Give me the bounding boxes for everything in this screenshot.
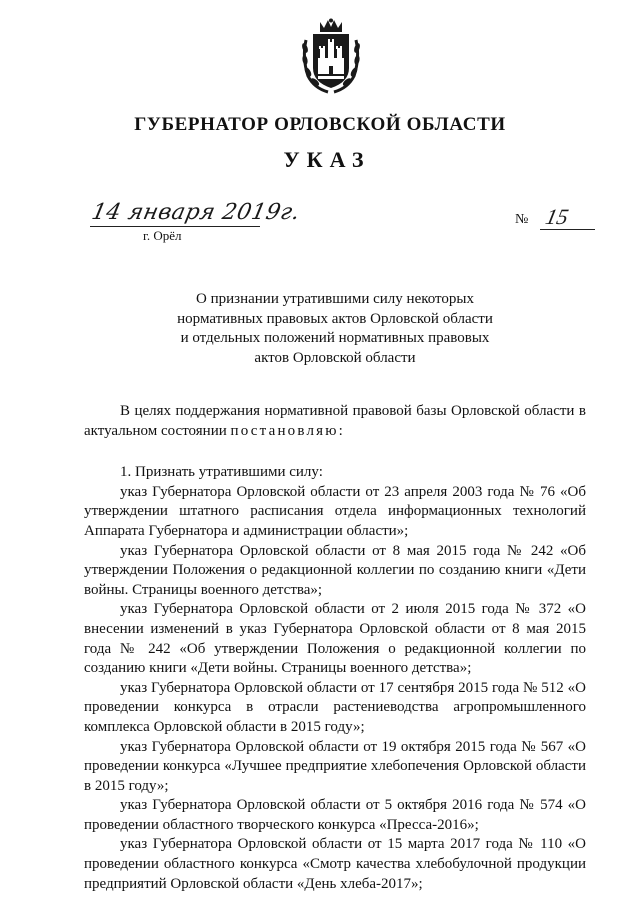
repealed-item: указ Губернатора Орловской области от 8 мая 2015 года № 242 «Об утверждении Положения о редакционной коллегии по созданию книги «Дети войны. Страницы военного детства»; (84, 542, 586, 598)
repealed-item: указ Губернатора Орловской области от 23 апреля 2003 года № 76 «Об утверждении штатного расписания отдела информационных технологий Аппарата Губернатора и администрации области»; (84, 483, 586, 539)
date-underline (90, 226, 260, 227)
title-line: нормативных правовых актов Орловской области (177, 310, 493, 327)
city-label: г. Орёл (143, 228, 182, 243)
issuer-title: ГУБЕРНАТОР ОРЛОВСКОЙ ОБЛАСТИ (134, 114, 506, 135)
title-line: актов Орловской области (254, 349, 416, 366)
title-line: О признании утратившими силу некоторых (196, 291, 474, 307)
repealed-item: указ Губернатора Орловской области от 15 марта 2017 года № 110 «О проведении областного конкурса «Смотр качества хлебобулочной продукции предприятий Орловской области «День хлеба-2017»; (84, 836, 586, 892)
decree-word: постановляю: (230, 422, 346, 439)
point-1-intro: 1. Признать утратившими силу: (120, 464, 323, 481)
repealed-item: указ Губернатора Орловской области от 2 июля 2015 года № 372 «О внесении изменений в указ Губернатора Орловской области от 8 мая 2015 года № 242 «Об утверждении Положения о редакционной коллегии по созданию книги «Дети войны. Страницы военного детства»; (84, 601, 586, 677)
handwritten-date: 14 января 2019г. (89, 200, 303, 225)
preamble-text: В целях поддержания нормативной правовой базы Орловской области в актуальном состоянии (84, 403, 586, 439)
title-line: и отдельных положений нормативных правовых (180, 330, 490, 346)
repealed-item: указ Губернатора Орловской области от 19 октября 2015 года № 567 «О проведении конкурса «Лучшее предприятие хлебопечения Орловской области в 2015 году»; (84, 738, 586, 794)
number-underline (540, 229, 595, 230)
preamble (84, 402, 586, 441)
handwritten-number: 15 (543, 204, 571, 229)
number-label: № (515, 212, 529, 227)
document-type: УКАЗ (283, 147, 371, 172)
repealed-item: указ Губернатора Орловской области от 5 октября 2016 года № 574 «О проведении областного творческого конкурса «Пресса-2016»; (84, 797, 586, 833)
document-title (0, 290, 640, 368)
document-body (84, 402, 586, 894)
coat-of-arms-emblem (300, 18, 362, 96)
repealed-item: указ Губернатора Орловской области от 17 сентября 2015 года № 512 «О проведении конкурса в отрасли растениеводства агропромышленного комплекса Орловской области в 2015 году»; (84, 679, 586, 735)
